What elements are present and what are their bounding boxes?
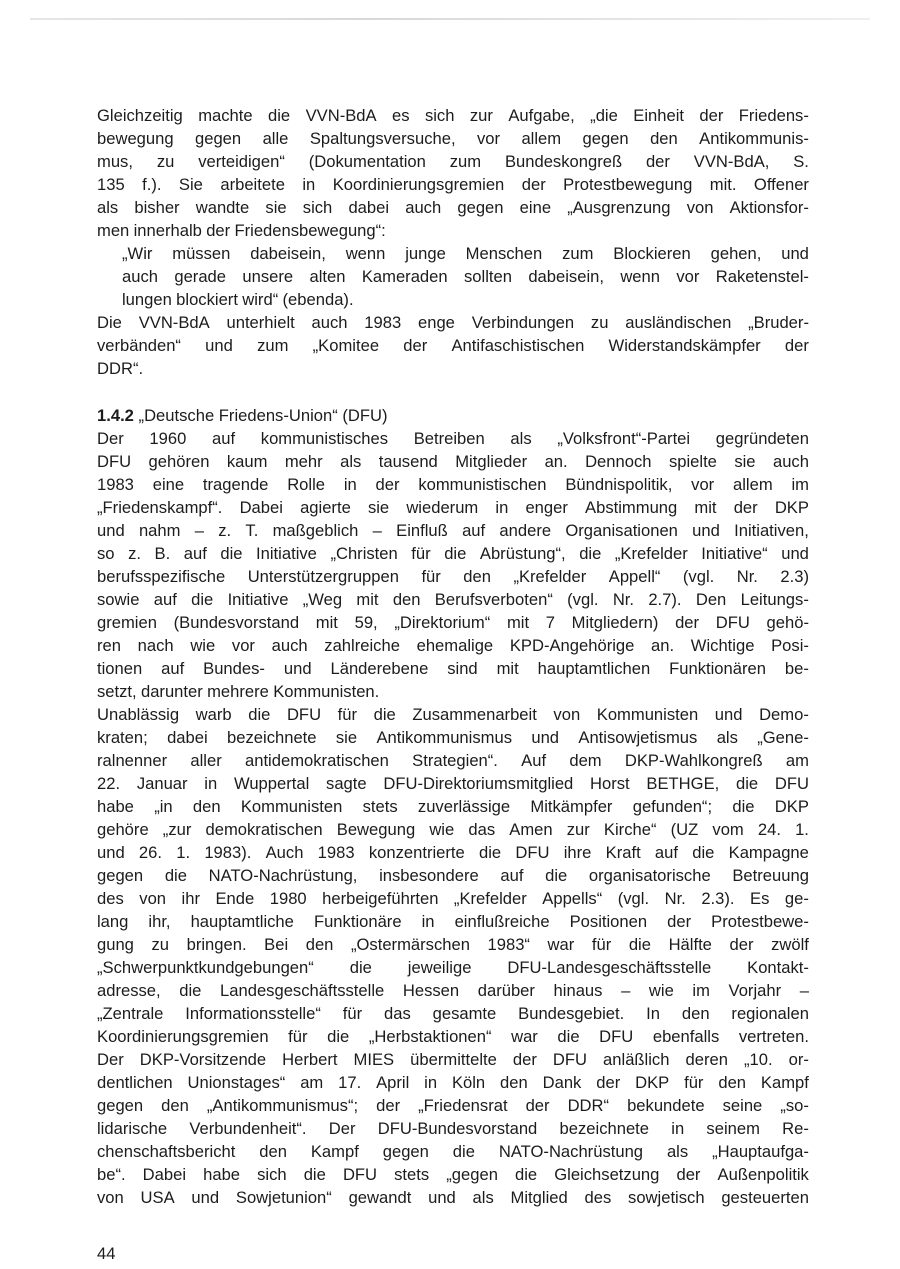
text-line: gehöre „zur demokratischen Bewegung wie das Amen zur Kirche“ (UZ vom 24. 1. [97, 820, 809, 839]
text-line: so z. B. auf die Initiative „Christen für die Abrüstung“, die „Krefelder Initiative“ und [97, 544, 809, 563]
text-line: Koordinierungsgremien für die „Herbstaktionen“ war die DFU ebenfalls vertreten. [97, 1027, 809, 1046]
paragraph-1 [97, 104, 809, 242]
text-line: men innerhalb der Friedensbewegung“: [97, 221, 386, 240]
text-line: mus, zu verteidigen“ (Dokumentation zum Bundeskongreß der VVN-BdA, S. [97, 152, 809, 171]
text-line: Die VVN-BdA unterhielt auch 1983 enge Verbindungen zu ausländischen „Bruder- [97, 313, 809, 332]
text-line: „Wir müssen dabeisein, wenn junge Menschen zum Blockieren gehen, und [122, 244, 809, 263]
text-line: chenschaftsbericht den Kampf gegen die NATO-Nachrüstung als „Hauptaufga- [97, 1142, 809, 1161]
text-line: tionen auf Bundes- und Länderebene sind mit hauptamtlichen Funktionären be- [97, 659, 809, 678]
text-line: von USA und Sowjetunion“ gewandt und als Mitglied des sowjetisch gesteuerten [97, 1188, 809, 1207]
text-line: habe „in den Kommunisten stets zuverlässige Mitkämpfer gefunden“; die DKP [97, 797, 809, 816]
text-line: Gleichzeitig machte die VVN-BdA es sich zur Aufgabe, „die Einheit der Friedens- [97, 106, 809, 125]
text-line: berufsspezifische Unterstützergruppen für den „Krefelder Appell“ (vgl. Nr. 2.3) [97, 567, 809, 586]
text-line: gung zu bringen. Bei den „Ostermärschen 1983“ war für die Hälfte der zwölf [97, 935, 809, 954]
text-line: sowie auf die Initiative „Weg mit den Berufsverboten“ (vgl. Nr. 2.7). Den Leitungs- [97, 590, 809, 609]
text-line: und nahm – z. T. maßgeblich – Einfluß auf andere Organisationen und Initiativen, [97, 521, 809, 540]
top-scan-rule [30, 18, 870, 20]
text-line: 1983 eine tragende Rolle in der kommunistischen Bündnispolitik, vor allem im [97, 475, 809, 494]
text-line: DDR“. [97, 359, 144, 378]
text-line: lidarische Verbundenheit“. Der DFU-Bundesvorstand bezeichnete in seinem Re- [97, 1119, 809, 1138]
text-line: ralnenner aller antidemokratischen Strategien“. Auf dem DKP-Wahlkongreß am [97, 751, 809, 770]
section-heading [97, 404, 809, 427]
text-line: gremien (Bundesvorstand mit 59, „Direktorium“ mit 7 Mitgliedern) der DFU gehö- [97, 613, 809, 632]
text-line: ren nach wie vor auch zahlreiche ehemalige KPD-Angehörige an. Wichtige Posi- [97, 636, 809, 655]
block-quote [97, 242, 809, 311]
text-line: „Zentrale Informationsstelle“ für das gesamte Bundesgebiet. In den regionalen [97, 1004, 809, 1023]
section-gap [97, 380, 809, 404]
text-line: 135 f.). Sie arbeitete in Koordinierungsgremien der Protestbewegung mit. Offener [97, 175, 809, 194]
section-number: 1.4.2 [97, 406, 134, 425]
text-line: 22. Januar in Wuppertal sagte DFU-Direktoriumsmitglied Horst BETHGE, die DFU [97, 774, 809, 793]
paragraph-3 [97, 427, 809, 703]
text-line: setzt, darunter mehrere Kommunisten. [97, 682, 380, 701]
text-line: lungen blockiert wird“ (ebenda). [122, 290, 354, 309]
text-line: gegen den „Antikommunismus“; der „Friedensrat der DDR“ bekundete seine „so- [97, 1096, 809, 1115]
paragraph-5 [97, 1048, 809, 1209]
text-line: be“. Dabei habe sich die DFU stets „gegen die Gleichsetzung der Außenpolitik [97, 1165, 809, 1184]
page-number: 44 [97, 1244, 116, 1263]
section-title: „Deutsche Friedens-Union“ (DFU) [138, 406, 388, 425]
text-line: auch gerade unsere alten Kameraden sollten dabeisein, wenn vor Raketenstel- [122, 267, 809, 286]
text-line: adresse, die Landesgeschäftsstelle Hessen darüber hinaus – wie im Vorjahr – [97, 981, 809, 1000]
text-line: gegen die NATO-Nachrüstung, insbesondere auf die organisatorische Betreuung [97, 866, 809, 885]
text-line: Unablässig warb die DFU für die Zusammenarbeit von Kommunisten und Demo- [97, 705, 809, 724]
text-line: verbänden“ und zum „Komitee der Antifaschistischen Widerstandskämpfer der [97, 336, 809, 355]
text-line: Der DKP-Vorsitzende Herbert MIES übermittelte der DFU anläßlich deren „10. or- [97, 1050, 809, 1069]
text-line: des von ihr Ende 1980 herbeigeführten „Krefelder Appells“ (vgl. Nr. 2.3). Es ge- [97, 889, 809, 908]
text-line: „Friedenskampf“. Dabei agierte sie wiederum in enger Abstimmung mit der DKP [97, 498, 809, 517]
page-body [97, 104, 809, 1209]
text-line: und 26. 1. 1983). Auch 1983 konzentrierte die DFU ihre Kraft auf die Kampagne [97, 843, 809, 862]
text-line: lang ihr, hauptamtliche Funktionäre in einflußreiche Positionen der Protestbewe- [97, 912, 809, 931]
text-line: kraten; dabei bezeichnete sie Antikommunismus und Antisowjetismus als „Gene- [97, 728, 809, 747]
text-line: DFU gehören kaum mehr als tausend Mitglieder an. Dennoch spielte sie auch [97, 452, 809, 471]
text-line: Der 1960 auf kommunistisches Betreiben als „Volksfront“-Partei gegründeten [97, 429, 809, 448]
text-line: als bisher wandte sie sich dabei auch gegen eine „Ausgrenzung von Aktionsfor- [97, 198, 809, 217]
paragraph-2 [97, 311, 809, 380]
paragraph-4 [97, 703, 809, 1048]
text-line: dentlichen Unionstages“ am 17. April in Köln den Dank der DKP für den Kampf [97, 1073, 809, 1092]
text-line: bewegung gegen alle Spaltungsversuche, vor allem gegen den Antikommunis- [97, 129, 809, 148]
text-line: „Schwerpunktkundgebungen“ die jeweilige DFU-Landesgeschäftsstelle Kontakt- [97, 958, 809, 977]
